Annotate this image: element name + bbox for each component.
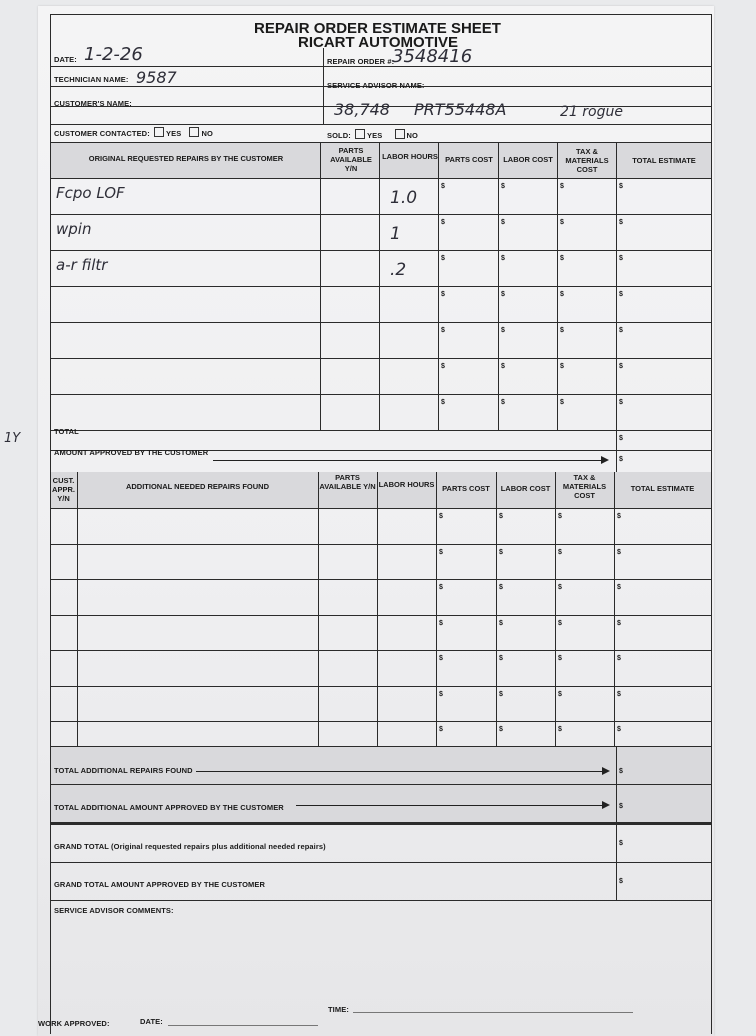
t1-hours-text: .2 xyxy=(390,260,407,280)
t1-dollar-sign: $ xyxy=(501,183,505,190)
date-value: 1-2-26 xyxy=(84,44,143,65)
t1-hours-text: 1 xyxy=(390,224,401,244)
t1-row-line xyxy=(50,430,711,431)
sold xyxy=(327,129,418,140)
technician-label: TECHNICIAN NAME: xyxy=(54,75,129,84)
t1-header-tax: TAX & MATERIALS COST xyxy=(565,147,609,174)
t2-row-line xyxy=(50,650,711,651)
t1-repair-text: Fcpo LOF xyxy=(56,184,125,202)
t2-dollar-sign: $ xyxy=(558,513,562,520)
margin-note: 1Y xyxy=(4,431,21,446)
t2-dollar-sign: $ xyxy=(439,619,443,627)
t1-header-labor-hours: LABOR HOURS xyxy=(382,152,438,161)
service-advisor-label: SERVICE ADVISOR NAME: xyxy=(327,81,425,90)
t2-dollar-sign: $ xyxy=(558,690,562,698)
t2-dollar-sign: $ xyxy=(617,726,621,733)
t2-header-parts-cost: PARTS COST xyxy=(442,484,490,493)
t2-col-line xyxy=(614,472,615,757)
t2-col-line xyxy=(555,472,556,757)
approved-arrow-line xyxy=(296,805,604,806)
sold-yes-checkbox[interactable] xyxy=(355,129,365,139)
contacted-yes-label: YES xyxy=(165,129,182,138)
footer-dollar-sign: $ xyxy=(619,840,623,847)
t2-header-tax: TAX & MATERIALS COST xyxy=(562,473,607,500)
t2-dollar-sign: $ xyxy=(439,584,443,591)
t1-row-line xyxy=(50,322,711,323)
top-border xyxy=(50,14,711,15)
t2-dollar-sign: $ xyxy=(499,584,503,591)
found-arrow-head xyxy=(602,767,610,775)
footer-dollar-sign: $ xyxy=(619,803,623,810)
comments-label: SERVICE ADVISOR COMMENTS: xyxy=(54,906,174,915)
t2-dollar-sign: $ xyxy=(558,619,562,627)
t2-row-line xyxy=(50,544,711,545)
customer-contacted-label: CUSTOMER CONTACTED: xyxy=(54,129,150,138)
t2-row-line xyxy=(50,721,711,722)
t1-dollar-sign: $ xyxy=(501,255,505,262)
footer-time-label: TIME: xyxy=(328,1005,349,1014)
right-border xyxy=(711,14,712,1034)
t2-header-labor-hours: LABOR HOURS xyxy=(378,480,435,489)
sold-no-checkbox[interactable] xyxy=(395,129,405,139)
t1-dollar-sign: $ xyxy=(619,219,623,226)
t1-approved-label: AMOUNT APPROVED BY THE CUSTOMER xyxy=(54,448,209,457)
t2-col-line xyxy=(77,472,78,757)
contacted-no-label: NO xyxy=(201,129,213,138)
t1-row-line xyxy=(50,286,711,287)
footer-thick-line xyxy=(50,822,711,825)
t2-dollar-sign: $ xyxy=(617,619,621,627)
t1-dollar-sign: $ xyxy=(501,291,505,298)
t2-dollar-sign: $ xyxy=(558,655,562,662)
t1-header-repairs: ORIGINAL REQUESTED REPAIRS BY THE CUSTOMER xyxy=(88,154,284,163)
t2-header-line xyxy=(50,508,711,509)
t1-row-line xyxy=(50,394,711,395)
t2-dollar-sign: $ xyxy=(558,548,562,556)
t2-dollar-sign: $ xyxy=(499,690,503,698)
t1-dollar-sign: $ xyxy=(501,327,505,334)
footer-dollar-sign: $ xyxy=(619,878,623,885)
t2-header-cust-appr: CUST. APPR. Y/N xyxy=(52,476,75,503)
t1-dollar-sign: $ xyxy=(560,255,564,262)
t1-col-line xyxy=(320,142,321,430)
date-label: DATE: xyxy=(54,55,77,64)
t1-dollar-sign: $ xyxy=(441,183,445,190)
repair-order-value: 3548416 xyxy=(392,46,473,67)
footer-grand-line xyxy=(50,862,711,863)
t2-dollar-sign: $ xyxy=(617,548,621,556)
customer-contacted xyxy=(54,127,213,138)
t2-header-repairs: ADDITIONAL NEEDED REPAIRS FOUND xyxy=(125,482,270,491)
t2-dollar-sign: $ xyxy=(439,655,443,662)
grand-total-label: GRAND TOTAL (Original requested repairs plus additional needed repairs) xyxy=(54,842,326,851)
t1-col-line xyxy=(616,142,617,430)
t2-col-line xyxy=(496,472,497,757)
work-approved-label: WORK APPROVED: xyxy=(38,1019,110,1028)
t2-total-found-label: TOTAL ADDITIONAL REPAIRS FOUND xyxy=(54,766,193,775)
t1-approved-arrow-head xyxy=(601,456,609,464)
t1-dollar-sign: $ xyxy=(501,399,505,406)
t2-dollar-sign: $ xyxy=(499,655,503,662)
t2-dollar-sign: $ xyxy=(439,513,443,520)
t2-dollar-sign: $ xyxy=(558,726,562,733)
t1-dollar-sign: $ xyxy=(441,255,445,262)
contacted-yes-checkbox[interactable] xyxy=(154,127,164,137)
estimate-sheet xyxy=(38,6,714,1036)
t2-header-parts-available: PARTS AVAILABLE Y/N xyxy=(319,473,376,491)
t2-dollar-sign: $ xyxy=(617,655,621,662)
t1-hours-text: 1.0 xyxy=(390,188,418,208)
t1-repair-text: a-r filtr xyxy=(56,256,108,274)
t1-row-line xyxy=(50,250,711,251)
t1-dollar-sign: $ xyxy=(441,363,445,370)
t2-dollar-sign: $ xyxy=(439,726,443,733)
t2-dollar-sign: $ xyxy=(499,726,503,733)
t1-dollar-sign: $ xyxy=(441,291,445,298)
t1-total-col-line xyxy=(616,430,617,472)
t2-dollar-sign: $ xyxy=(499,548,503,556)
vehicle-value: 21 rogue xyxy=(560,104,623,120)
found-arrow-line xyxy=(196,771,604,772)
sold-no-label: NO xyxy=(406,131,418,140)
t2-dollar-sign: $ xyxy=(499,619,503,627)
t1-dollar-sign: $ xyxy=(560,183,564,190)
vin-value: PRT55448A xyxy=(414,100,507,119)
form-title: REPAIR ORDER ESTIMATE SHEET xyxy=(254,20,501,37)
t2-dollar-sign: $ xyxy=(617,584,621,591)
company-name: RICART AUTOMOTIVE xyxy=(298,34,458,51)
customer-name-label: CUSTOMER'S NAME: xyxy=(54,99,132,108)
t1-header-parts-available: PARTS AVAILABLE Y/N xyxy=(330,146,372,173)
t1-dollar-sign: $ xyxy=(619,255,623,262)
t2-dollar-sign: $ xyxy=(558,584,562,591)
t2-row-line xyxy=(50,686,711,687)
t2-dollar-sign: $ xyxy=(499,513,503,520)
t1-dollar-sign: $ xyxy=(560,399,564,406)
t1-dollar-sign: $ xyxy=(619,363,623,370)
t1-dollar-sign: $ xyxy=(501,219,505,226)
t1-dollar-sign: $ xyxy=(619,291,623,298)
footer-date-label: DATE: xyxy=(140,1017,163,1026)
approved-arrow-head xyxy=(602,801,610,809)
t1-col-line xyxy=(379,142,380,430)
sold-yes-label: YES xyxy=(367,131,383,140)
t1-approved-dollar: $ xyxy=(619,456,623,463)
t1-dollar-sign: $ xyxy=(619,183,623,190)
t1-row-line xyxy=(50,358,711,359)
t2-header-labor-cost: LABOR COST xyxy=(500,484,551,493)
t1-dollar-sign: $ xyxy=(441,399,445,406)
t1-header-total: TOTAL ESTIMATE xyxy=(632,156,696,165)
t1-header-labor-cost: LABOR COST xyxy=(503,155,553,164)
t1-col-line xyxy=(498,142,499,430)
t2-col-line xyxy=(436,472,437,757)
t1-row-line xyxy=(50,214,711,215)
t1-dollar-sign: $ xyxy=(619,399,623,406)
grand-approved-label: GRAND TOTAL AMOUNT APPROVED BY THE CUSTOMER xyxy=(54,880,265,889)
t1-repair-text: wpin xyxy=(56,220,92,238)
t2-dollar-sign: $ xyxy=(439,690,443,698)
t2-dollar-sign: $ xyxy=(439,548,443,556)
t2-dollar-sign: $ xyxy=(617,513,621,520)
footer-dollar-sign: $ xyxy=(619,768,623,775)
contacted-no-checkbox[interactable] xyxy=(189,127,199,137)
t1-dollar-sign: $ xyxy=(560,363,564,370)
mileage-value: 38,748 xyxy=(334,100,390,119)
t1-header-parts-cost: PARTS COST xyxy=(445,155,493,164)
t1-dollar-sign: $ xyxy=(441,327,445,334)
t1-col-line xyxy=(438,142,439,430)
footer-approved-line xyxy=(50,900,711,901)
technician-value: 9587 xyxy=(136,68,177,87)
t1-approved-arrow-line xyxy=(213,460,603,461)
footer-found-line xyxy=(50,784,711,785)
t2-total-approved-label: TOTAL ADDITIONAL AMOUNT APPROVED BY THE CUSTOMER xyxy=(54,803,284,812)
t2-col-line xyxy=(318,472,319,757)
t1-total-dollar: $ xyxy=(619,435,623,442)
t1-total-label: TOTAL xyxy=(54,427,79,436)
t1-dollar-sign: $ xyxy=(619,327,623,334)
t1-dollar-sign: $ xyxy=(560,291,564,298)
repair-order-label: REPAIR ORDER #: xyxy=(327,57,395,66)
t2-dollar-sign: $ xyxy=(617,690,621,698)
t2-row-line xyxy=(50,615,711,616)
t1-dollar-sign: $ xyxy=(560,219,564,226)
t1-dollar-sign: $ xyxy=(560,327,564,334)
t2-header-total: TOTAL ESTIMATE xyxy=(630,484,695,493)
sold-label: SOLD: xyxy=(327,131,351,140)
footer-col-line xyxy=(616,746,617,900)
t2-row-line xyxy=(50,579,711,580)
t1-col-line xyxy=(557,142,558,430)
t1-dollar-sign: $ xyxy=(501,363,505,370)
t1-dollar-sign: $ xyxy=(441,219,445,226)
t2-col-line xyxy=(377,472,378,757)
